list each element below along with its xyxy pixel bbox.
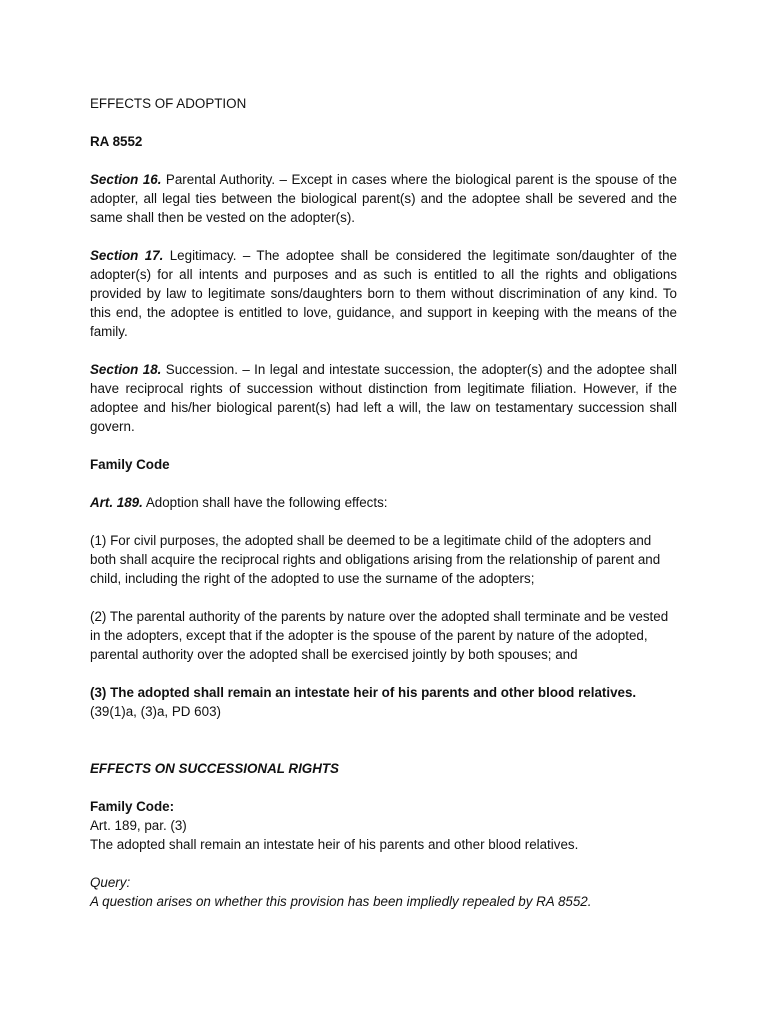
section-16-text: Parental Authority. – Except in cases where the biological parent is the spouse of the adopter, all legal ties between the biological parent(s) and the adoptee shall be severed and the same shall then be vested on the adopter(s). <box>90 172 678 225</box>
art-189-label: Art. 189. <box>90 495 143 510</box>
effect-2: (2) The parental authority of the parents by nature over the adopted shall terminate and be vested in the adopters, except that if the adopter is the spouse of the parent by nature of the adopted, parental authority over the adopted shall be exercised jointly by both spouses; and <box>90 609 669 662</box>
family-code-heading-2: Family Code: <box>90 799 175 814</box>
section-18-label: Section 18. <box>90 362 162 377</box>
art-189-par-text: The adopted shall remain an intestate heir of his parents and other blood relatives. <box>90 837 579 852</box>
effect-1: (1) For civil purposes, the adopted shall be deemed to be a legitimate child of the adopters and both shall acquire the reciprocal rights and obligations arising from the relationship of parent and child, including the right of the adopted to use the surname of the adopters; <box>90 533 661 586</box>
effect-3-reference: (39(1)a, (3)a, PD 603) <box>90 704 221 719</box>
section-18-paragraph <box>90 360 677 436</box>
art-189-text: Adoption shall have the following effects: <box>142 495 388 510</box>
art-189-paragraph <box>90 493 677 512</box>
query-text: A question arises on whether this provision has been impliedly repealed by RA 8552. <box>90 894 592 909</box>
query-label: Query: <box>90 875 131 890</box>
document-page <box>90 94 677 911</box>
family-code-heading: Family Code <box>90 457 170 472</box>
section-17-text: Legitimacy. – The adoptee shall be considered the legitimate son/daughter of the adopter(s) for all intents and purposes and as such is entitled to all the rights and obligations provided by law to legitimate sons/daughters born to them without discrimination of any kind. To this end, the adoptee is entitled to love, guidance, and support in keeping with the means of the family. <box>90 248 677 339</box>
art-189-par-reference: Art. 189, par. (3) <box>90 818 187 833</box>
effect-3: (3) The adopted shall remain an intestate heir of his parents and other blood relatives. <box>90 685 637 700</box>
section-17-paragraph <box>90 246 677 341</box>
section-18-text: Succession. – In legal and intestate succession, the adopter(s) and the adoptee shall have reciprocal rights of succession without distinction from legitimate filiation. However, if the adoptee and his/her biological parent(s) had left a will, the law on testamentary succession shall govern. <box>90 362 678 434</box>
section-16-paragraph <box>90 170 677 227</box>
document-title: EFFECTS OF ADOPTION <box>90 96 247 111</box>
ra-heading: RA 8552 <box>90 134 143 149</box>
section-16-label: Section 16. <box>90 172 162 187</box>
section-17-label: Section 17. <box>90 248 164 263</box>
successional-rights-heading: EFFECTS ON SUCCESSIONAL RIGHTS <box>90 761 339 776</box>
